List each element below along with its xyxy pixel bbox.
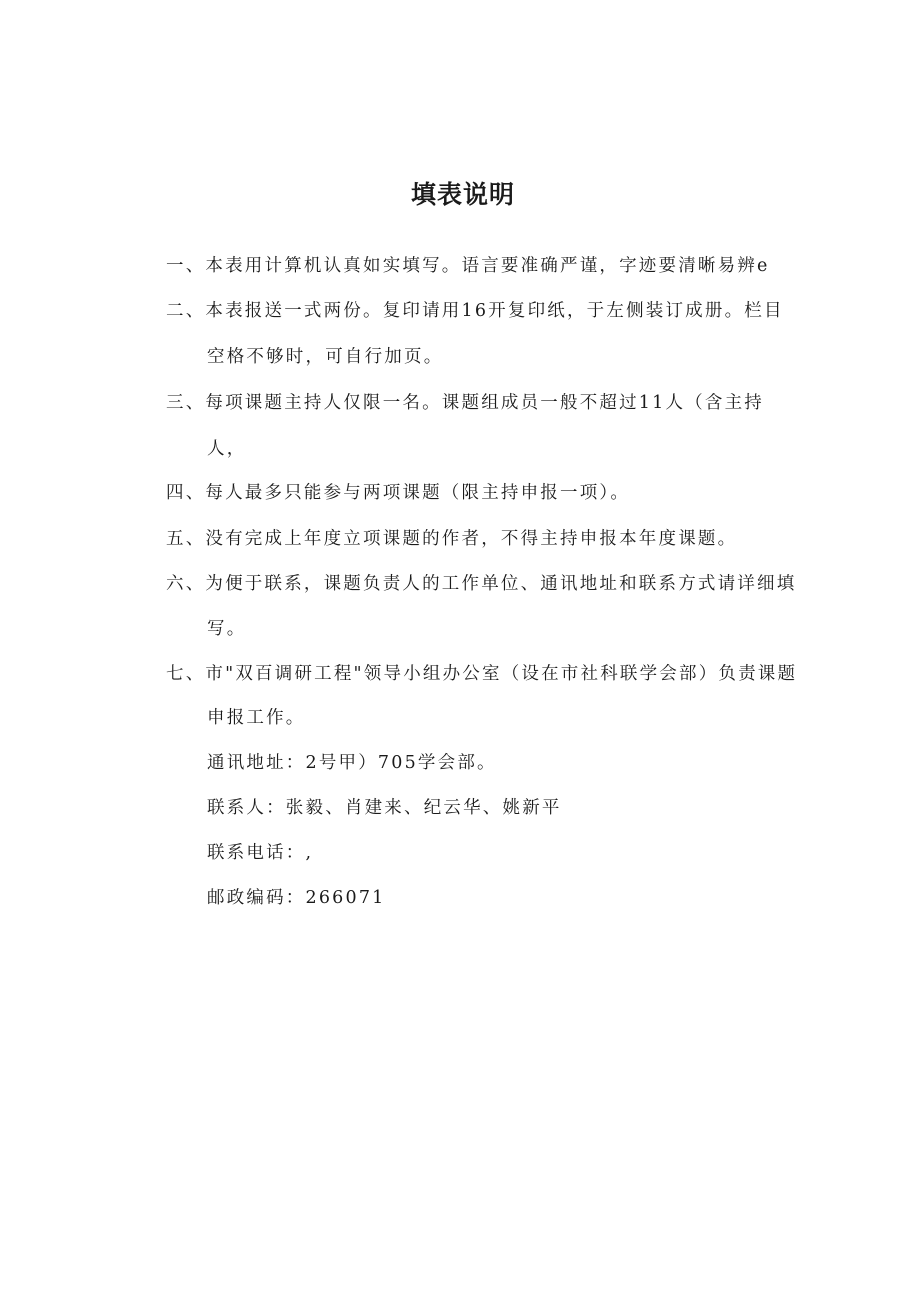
item-number: 七、 <box>166 664 206 684</box>
item-text: 每项课题主持人仅限一名。课题组成员一般不超过11人（含主持 <box>205 393 764 413</box>
list-item-5 <box>166 527 737 551</box>
item-text: 为便于联系，课题负责人的工作单位、通讯地址和联系方式请详细填 <box>205 574 797 594</box>
item-number: 六、 <box>166 574 206 594</box>
list-item-1 <box>166 254 770 278</box>
item-text: 没有完成上年度立项课题的作者，不得主持申报本年度课题。 <box>205 529 738 549</box>
page-title: 填表说明 <box>410 180 515 209</box>
list-item-7-continuation: 申报工作。 <box>207 708 306 728</box>
contact-postcode: 邮政编码：266071 <box>207 888 386 908</box>
item-number: 三、 <box>166 393 206 413</box>
item-number: 一、 <box>166 256 206 276</box>
item-text: 本表报送一式两份。复印请用16开复印纸，于左侧装订成册。栏目 <box>205 301 784 321</box>
item-number: 五、 <box>166 529 206 549</box>
list-item-7 <box>166 662 797 686</box>
list-item-6 <box>166 572 796 596</box>
item-text: 本表用计算机认真如实填写。语言要准确严谨，字迹要清晰易辨e <box>205 256 770 276</box>
contact-phone: 联系电话：, <box>207 843 314 863</box>
item-text: 市"双百调研工程"领导小组办公室（设在市社科联学会部）负责课题 <box>205 664 798 684</box>
list-item-3 <box>166 391 764 415</box>
contact-persons: 联系人：张毅、肖建来、纪云华、姚新平 <box>207 798 562 818</box>
list-item-4 <box>166 481 630 505</box>
item-text: 每人最多只能参与两项课题（限主持申报一项）。 <box>205 483 631 503</box>
list-item-3-continuation: 人， <box>207 439 247 459</box>
contact-address: 通讯地址：2号甲）705学会部。 <box>207 753 497 773</box>
list-item-2 <box>166 299 784 323</box>
item-number: 二、 <box>166 301 206 321</box>
list-item-6-continuation: 写。 <box>207 619 247 639</box>
list-item-2-continuation: 空格不够时，可自行加页。 <box>207 347 444 367</box>
item-number: 四、 <box>166 483 206 503</box>
